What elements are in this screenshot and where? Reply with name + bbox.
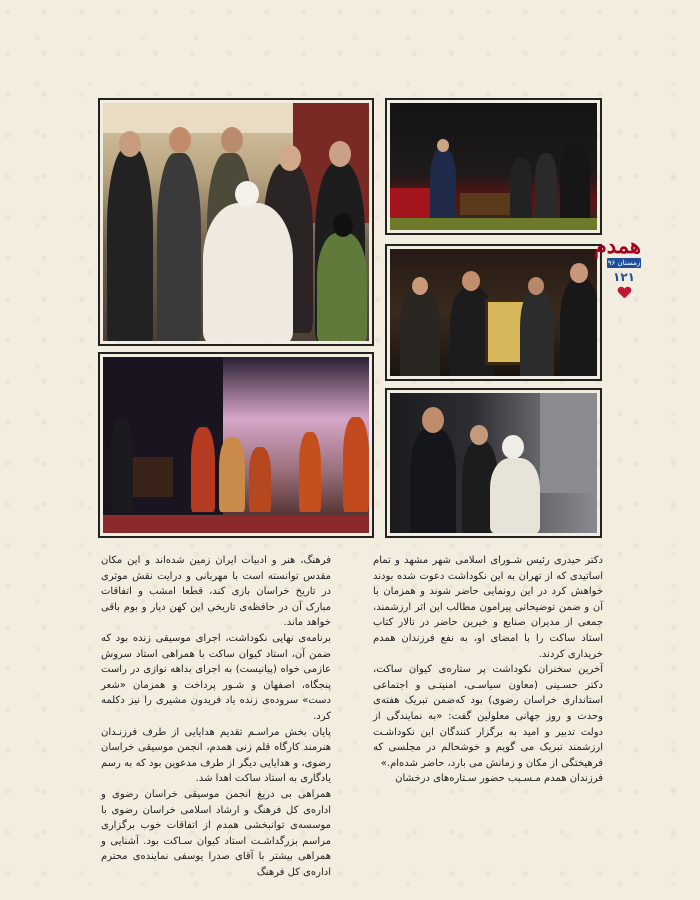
paragraph: فرهنگ، هنر و ادبیات ایران زمین شده‌اند و این مکان مقدس توانسته است با مهربانی و درایت نقش موثری در تاریخ خراسان بازی کند، قطعا امشب و اتفاقات مبارک آن در حافظه‌ی تاریخی این کهن دیار و بوم باقی خواهد ماند. xyxy=(101,555,331,629)
page-number: ۱۲۱ xyxy=(613,270,635,284)
article-column-left xyxy=(101,553,331,880)
paragraph: همراهی بی دریغ انجمن موسیقی خراسان رضوی و اداره‌ی کل فرهنگ و ارشاد اسلامی خراسان رضوی با موسسه‌ی توانبخشی همدم از اتفاقات خوب برگزاری مراسم بزرگداشـت استاد کیوان سـاکت بود. آشنایی و همراهی بیشتر با آقای صدرا یوسفی نماینده‌ی محترم اداره‌ی کل فرهنگ xyxy=(101,788,331,878)
magazine-badge xyxy=(593,233,641,299)
paragraph: برنامه‌ی نهایی نکوداشت، اجرای موسیقی زنده بود که ضمن آن، استاد کیوان ساکت با همراهی استاد سروش عازمی خواه (پیانیست) به اجرای بداهه نوازی در راست پنجگاه، اصفهان و شـور پرداخت و همزمان «شعر دست» سروده‌ی زنده یاد فریدون مشیری را نیز دکلمه کرد. xyxy=(101,632,331,722)
heart-icon xyxy=(618,287,630,299)
photo-plaque-presentation xyxy=(385,244,602,381)
magazine-logo: همدم xyxy=(593,233,641,258)
paragraph: فرزندان همدم مـسـبب حضور سـتاره‌های درخشان xyxy=(395,773,603,785)
paragraph: آخرین سخنران نکوداشت پر ستاره‌ی کیوان ساکت، دکتر حسـینی (معاون سیاسـی، امنیتـی و اجتماعی استانداری خراسان رضوی) بود که‌ضمن تبریک هفته‌ی وحدت و روز جهانی معلولین گفت: «به نمایندگی از دولت تدبیر و امید به برگزار کنندگان این نکوداشـت ارزشمند تبریک می گویم و خوشحالم در مجلسی که فرهیختگی از مکان و زمانش می بارد، حاضر شده‌ام.» xyxy=(373,664,603,769)
photo-music-performance xyxy=(98,352,374,538)
paragraph: دکتر حیدری رئیس شـورای اسلامی شهر مشهد و تمام اساتیدی که از تهران به این نکوداشت دعوت شده بودند خواهش کرد در این رونمایی حاضر شوند و همزمان با آن و ضمن توضیحاتی پیرامون مطالب این اثر ارزشمند، جمعی از مدیران صنایع و خیرین حاضر در تالار کتاب استاد ساکت را با امضای او، به نفع فرزندان همدم خریداری کردند. xyxy=(373,555,603,660)
article-column-right xyxy=(373,553,603,787)
photo-group-wheelchair xyxy=(98,98,374,346)
photo-stage-ceremony xyxy=(385,98,602,235)
issue-label: زمستان ۹۶ xyxy=(607,259,641,267)
paragraph: پایان بخش مراسـم تقدیم هدایایی از طرف فرزنـدان هنرمند کارگاه قلم زنی همدم، انجمن موسیقی خراسان رضوی، و هدایایی دیگر از طرف مدعوین بود که به رسم یادگاری به استاد ساکت اهدا شد. xyxy=(101,726,331,785)
photo-speaker-honoree xyxy=(385,388,602,538)
